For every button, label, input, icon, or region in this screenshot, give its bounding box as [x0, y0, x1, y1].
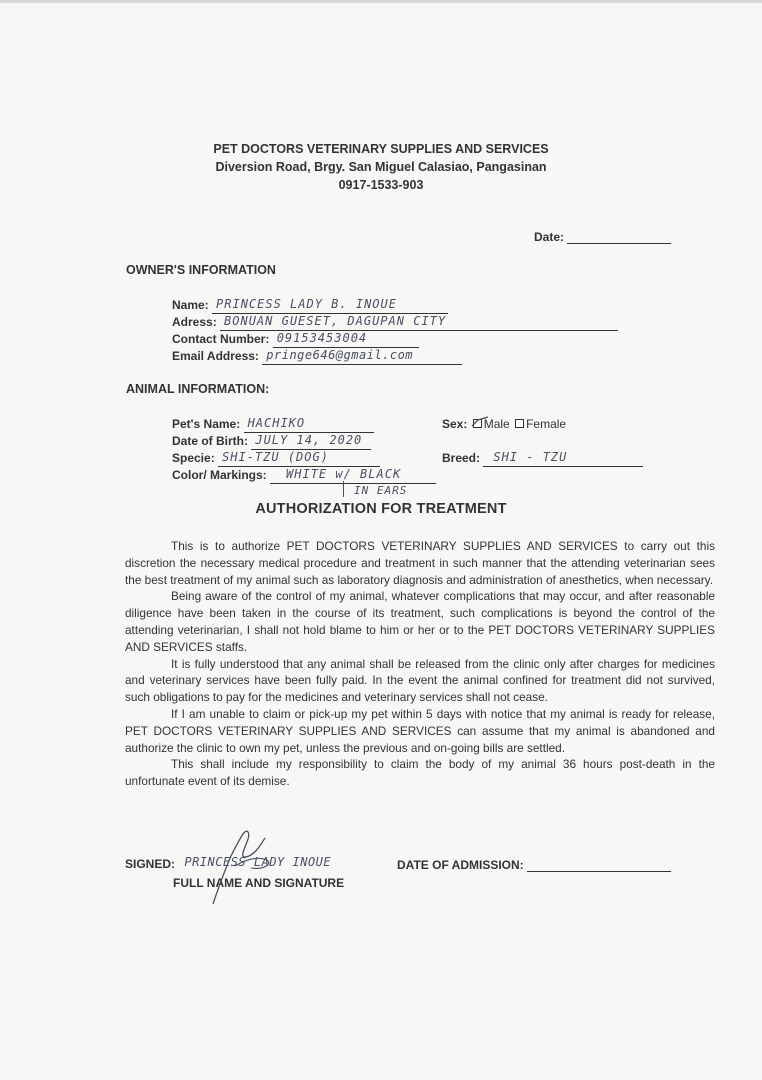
- sex-female-label: Female: [526, 417, 567, 431]
- color-markings-value-line1: WHITE w/ BLACK: [286, 467, 402, 481]
- authorization-paragraph: Being aware of the control of my animal, whatever complications that may occur, and after reasonable diligence have been taken in the course of its treatment, such complications is beyond the control of the attending veterinarian, I shall not hold blame to him or her or to the PET DOCTORS VETERINARY SUPPLIES AND SERVICES staffs.: [125, 589, 715, 654]
- owner-email-label: Email Address:: [172, 349, 259, 363]
- sex-label: Sex:: [442, 417, 468, 431]
- breed-label: Breed:: [442, 451, 481, 465]
- authorization-paragraph: If I am unable to claim or pick-up my pet within 5 days with notice that my animal is ready for release, PET DOCTORS VETERINARY SUPPLIES AND SERVICES can assume that my animal is abandoned and authorize the clinic to own my pet, unless the previous and on-going bills are settled.: [125, 706, 715, 755]
- admission-date-blank[interactable]: [527, 857, 671, 872]
- signature-caption: FULL NAME AND SIGNATURE: [173, 876, 345, 890]
- pet-name-label: Pet's Name:: [172, 417, 241, 431]
- owner-address-field: [172, 314, 618, 331]
- owner-address-value: BONUAN GUESET, DAGUPAN CITY: [224, 314, 447, 328]
- dob-label: Date of Birth:: [172, 434, 248, 448]
- pet-name-field: [172, 416, 374, 433]
- sex-female-checkbox[interactable]: [515, 419, 524, 428]
- pet-name-value: HACHIKO: [247, 416, 306, 430]
- authorization-body: [125, 538, 715, 790]
- owner-address-blank[interactable]: [220, 316, 618, 331]
- owner-contact-blank[interactable]: [273, 333, 419, 348]
- date-blank[interactable]: [567, 229, 671, 244]
- owner-contact-field: [172, 331, 419, 348]
- authorization-title: AUTHORIZATION FOR TREATMENT: [255, 501, 507, 517]
- signed-name-value: PRINCESS LADY INOUE: [184, 855, 332, 869]
- sex-male-check-mark: [470, 416, 490, 430]
- owner-address-label: Adress:: [172, 315, 217, 329]
- specie-field: [172, 450, 380, 467]
- animal-section-title: ANIMAL INFORMATION:: [126, 382, 270, 396]
- scan-edge: [0, 0, 762, 3]
- date-field: [534, 229, 671, 244]
- owner-name-label: Name:: [172, 298, 209, 312]
- color-markings-label: Color/ Markings:: [172, 468, 267, 482]
- breed-blank[interactable]: [483, 452, 643, 467]
- owner-email-value: pringe646@gmail.com: [266, 348, 414, 362]
- dob-blank[interactable]: [251, 435, 371, 450]
- pet-name-blank[interactable]: [244, 418, 374, 433]
- business-phone: 0917-1533-903: [338, 178, 424, 192]
- owner-email-field: [172, 348, 462, 365]
- sex-field: [442, 416, 566, 433]
- dob-value: JULY 14, 2020: [255, 433, 363, 447]
- business-name: PET DOCTORS VETERINARY SUPPLIES AND SERVICES: [213, 142, 549, 156]
- letterhead: [0, 140, 762, 194]
- signed-label: SIGNED:: [125, 857, 176, 871]
- sex-male-label: Male: [483, 417, 510, 431]
- signature-scribble: [205, 826, 285, 906]
- color-markings-continuation: [343, 481, 407, 497]
- dob-field: [172, 433, 371, 450]
- owner-name-value: PRINCESS LADY B. INOUE: [216, 297, 397, 311]
- admission-date-field: [397, 857, 671, 872]
- owner-section-title: OWNER'S INFORMATION: [126, 263, 276, 277]
- admission-date-label: DATE OF ADMISSION:: [397, 858, 524, 872]
- owner-contact-label: Contact Number:: [172, 332, 270, 346]
- authorization-paragraph: It is fully understood that any animal shall be released from the clinic only after charges for medicines and veterinary services have been fully paid. In the event the animal confined for treatment did not survived, such obligations to pay for the medicines and veterinary services shall not cease.: [125, 656, 715, 705]
- owner-name-blank[interactable]: [212, 299, 448, 314]
- owner-name-field: [172, 297, 448, 314]
- owner-contact-value: 09153453004: [276, 331, 368, 345]
- specie-blank[interactable]: [218, 452, 380, 467]
- specie-label: Specie:: [172, 451, 215, 465]
- specie-value: SHI-TZU (DOG): [222, 450, 329, 464]
- color-markings-value-line2: IN EARS: [354, 484, 408, 497]
- authorization-paragraph: This shall include my responsibility to claim the body of my animal 36 hours post-death in the unfortunate event of its demise.: [125, 757, 715, 789]
- business-address: Diversion Road, Brgy. San Miguel Calasiao, Pangasinan: [215, 160, 547, 174]
- breed-field: [442, 450, 643, 467]
- authorization-paragraph: This is to authorize PET DOCTORS VETERINARY SUPPLIES AND SERVICES to carry out this discretion the necessary medical procedure and treatment in such manner that the attending veterinarian sees the best treatment of my animal such as laboratory diagnosis and administration of anesthetics, when necessary.: [125, 539, 715, 587]
- owner-email-blank[interactable]: [262, 350, 462, 365]
- breed-value: SHI - TZU: [493, 450, 568, 464]
- date-label: Date:: [534, 230, 565, 244]
